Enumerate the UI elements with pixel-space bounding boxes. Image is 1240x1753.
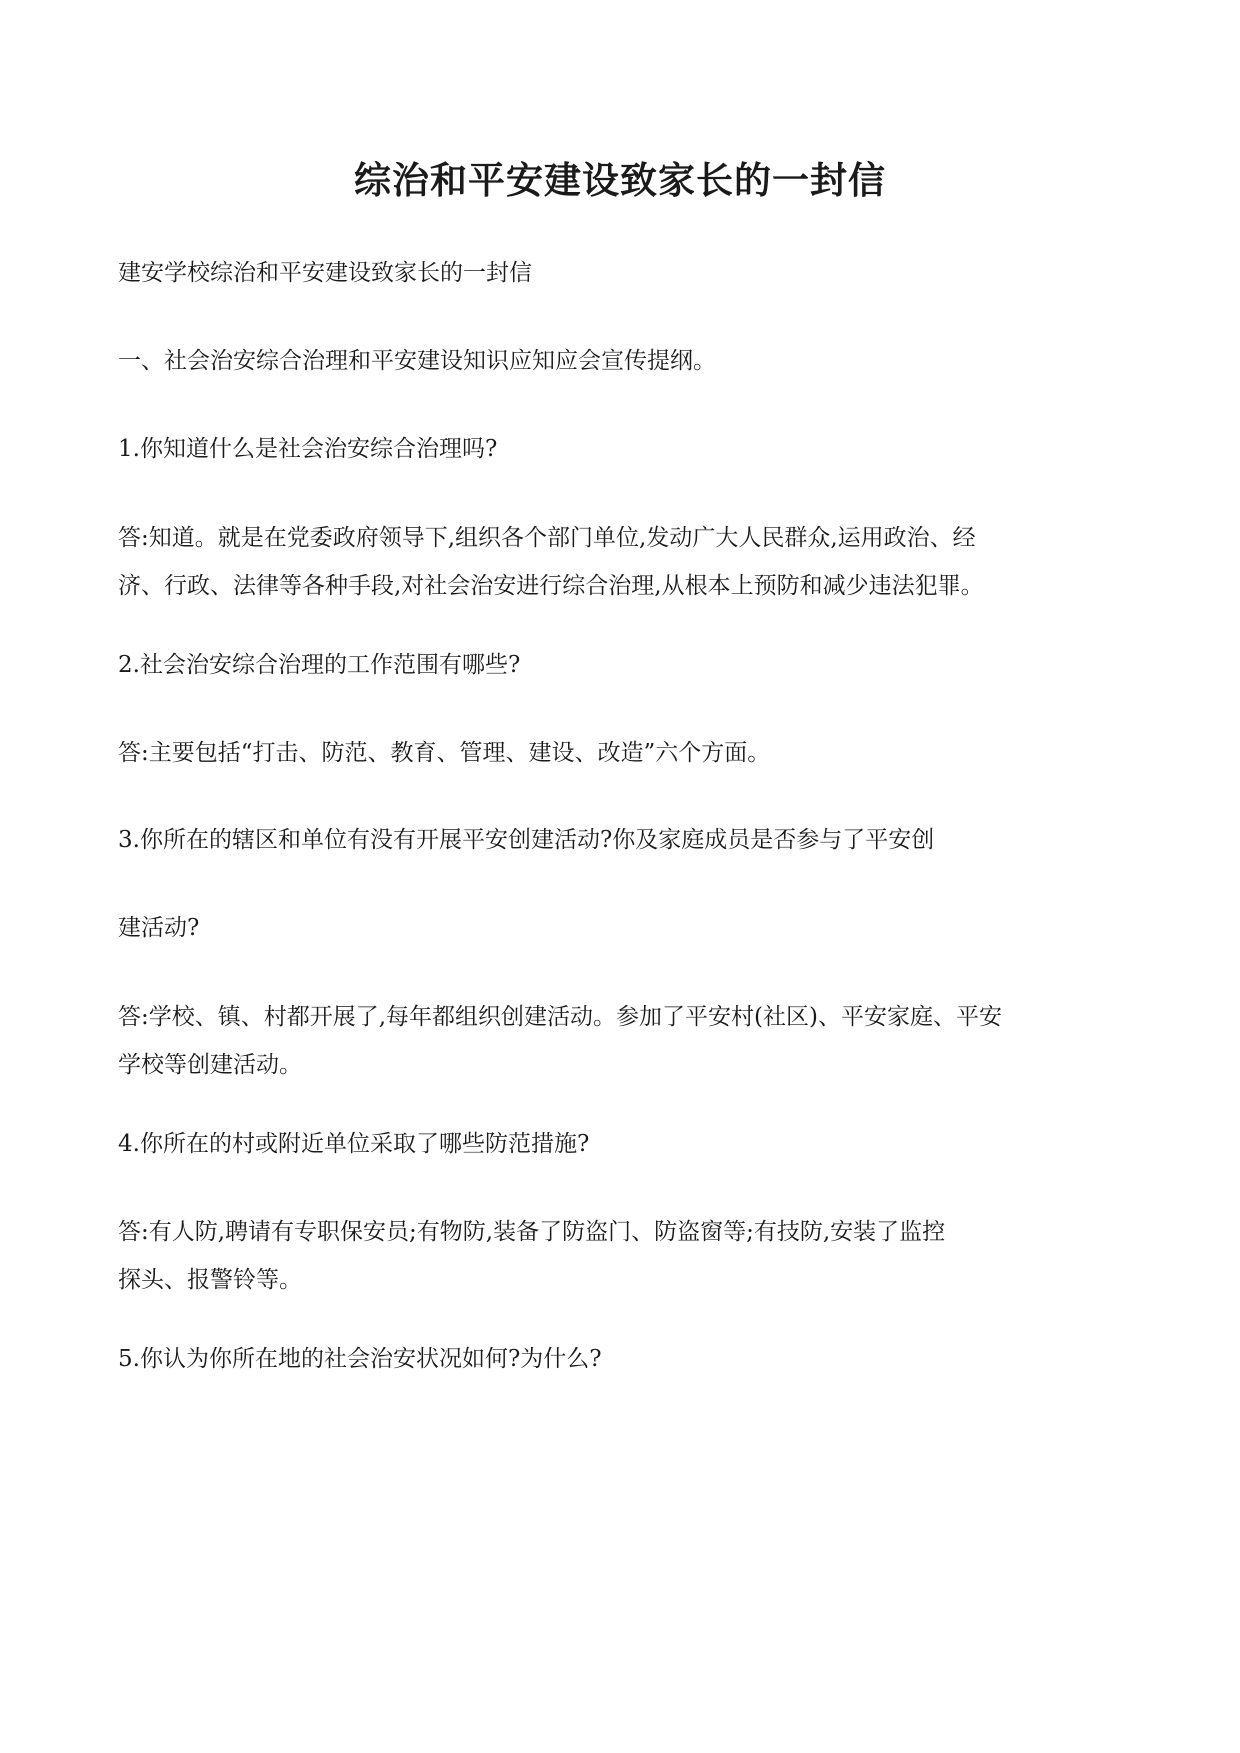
document-title: 综治和平安建设致家长的一封信: [354, 158, 886, 202]
answer-3-line-2: 学校等创建活动。: [118, 1052, 302, 1078]
answer-1-line-2: 济、行政、法律等各种手段,对社会治安进行综合治理,从根本上预防和减少违法犯罪。: [118, 573, 984, 599]
question-3-line-2: 建活动?: [118, 915, 200, 941]
answer-4-line-1: 答:有人防,聘请有专职保安员;有物防,装备了防盗门、防盗窗等;有技防,安装了监控: [118, 1219, 946, 1245]
question-2: 2.社会治安综合治理的工作范围有哪些?: [118, 652, 521, 678]
question-4: 4.你所在的村或附近单位采取了哪些防范措施?: [118, 1131, 590, 1157]
question-5: 5.你认为你所在地的社会治安状况如何?为什么?: [118, 1346, 602, 1372]
answer-3: [118, 993, 1128, 1089]
answer-3-line-1: 答:学校、镇、村都开展了,每年都组织创建活动。参加了平安村(社区)、平安家庭、平安: [118, 1004, 1003, 1030]
answer-1-line-1: 答:知道。就是在党委政府领导下,组织各个部门单位,发动广大人民群众,运用政治、经: [118, 525, 976, 551]
question-3-line-1: 3.你所在的辖区和单位有没有开展平安创建活动?你及家庭成员是否参与了平安创: [118, 827, 935, 853]
section-heading: 一、社会治安综合治理和平安建设知识应知应会宣传提纲。: [118, 348, 716, 374]
answer-4-line-2: 探头、报警铃等。: [118, 1267, 302, 1293]
document-subtitle: 建安学校综治和平安建设致家长的一封信: [118, 260, 532, 286]
answer-4: [118, 1208, 1128, 1304]
answer-2: 答:主要包括“打击、防范、教育、管理、建设、改造”六个方面。: [118, 740, 771, 766]
question-1: 1.你知道什么是社会治安综合治理吗?: [118, 436, 498, 462]
answer-1: [118, 514, 1128, 610]
